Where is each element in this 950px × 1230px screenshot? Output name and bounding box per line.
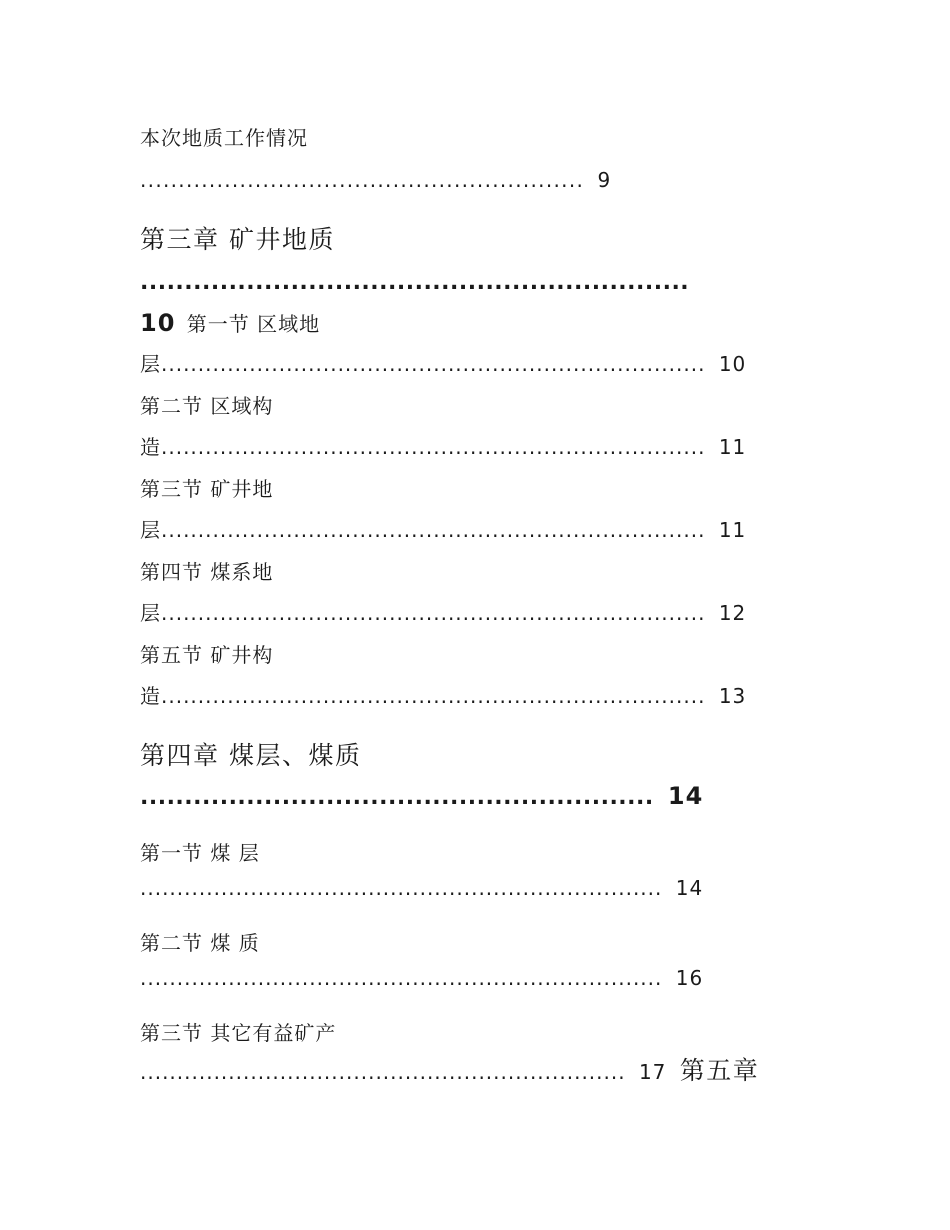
toc-page-number: 11 [718, 518, 747, 542]
toc-leader-row [140, 170, 611, 190]
toc-chapter-three [140, 227, 335, 252]
toc-section-title: 第三节 矿井地 [140, 477, 274, 501]
toc-section-title: 第三节 其它有益矿产 [140, 1021, 337, 1045]
toc-page-number: 12 [718, 601, 747, 625]
toc-leader-dots: .......................................................................... [161, 435, 706, 459]
toc-leader-dots: .......................................................................... [161, 352, 706, 376]
toc-section-title: 第五节 矿井构 [140, 643, 274, 667]
toc-leader-row [140, 968, 703, 988]
toc-page-number: 14 [675, 876, 704, 900]
toc-leader-row [140, 1058, 759, 1083]
toc-leader-row [140, 878, 703, 898]
toc-leader-row [140, 603, 746, 623]
toc-leader-row [140, 686, 746, 706]
toc-section-title: 第四节 煤系地 [140, 560, 274, 584]
toc-section-char: 层 [140, 518, 161, 542]
toc-section-title: 第二节 煤 质 [140, 931, 260, 955]
toc-page-number: 17 [638, 1060, 667, 1084]
toc-section-char: 造 [140, 684, 161, 708]
toc-leader-row [140, 520, 746, 540]
toc-entry-geology-work [140, 128, 308, 148]
toc-section-char: 层 [140, 352, 161, 376]
toc-leader-row [140, 272, 689, 294]
toc-page-number: 11 [718, 435, 747, 459]
toc-entry-title: 本次地质工作情况 [140, 126, 308, 150]
toc-page-number: 16 [675, 966, 704, 990]
toc-leader-row [140, 437, 746, 457]
toc-leader-dots: .......................................................................... [161, 684, 706, 708]
toc-leader-dots: .......................................................................... [161, 601, 706, 625]
toc-section-char: 层 [140, 601, 161, 625]
toc-leader-dots: .............................................................. [140, 270, 690, 295]
toc-section-row [140, 1023, 336, 1043]
toc-page-number: 10 [140, 309, 176, 337]
toc-section-title: 第一节 区域地 [186, 312, 321, 336]
toc-section-row [140, 562, 273, 582]
toc-leader-dots: ....................................................................... [140, 876, 663, 900]
toc-page-number: 13 [718, 684, 747, 708]
toc-section-title: 第一节 煤 层 [140, 841, 260, 865]
toc-section-title: 第二节 区域构 [140, 394, 274, 418]
toc-chapter-title: 第三章 矿井地质 [140, 225, 335, 254]
toc-section-row [140, 933, 260, 953]
toc-section-char: 造 [140, 435, 161, 459]
toc-page-number: 9 [597, 168, 612, 192]
toc-section-row [140, 396, 273, 416]
toc-chapter-title: 第四章 煤层、煤质 [140, 741, 362, 770]
toc-page-number: 14 [667, 782, 704, 810]
toc-chapter-five-title: 第五章 [679, 1056, 760, 1085]
toc-leader-row [140, 354, 746, 374]
toc-leader-row [140, 784, 703, 809]
toc-section-row [140, 479, 273, 499]
toc-page-number: 10 [718, 352, 747, 376]
toc-leader-dots: .................................................................. [140, 1060, 626, 1084]
toc-section-row [140, 645, 273, 665]
toc-leader-dots: .......................................................................... [161, 518, 706, 542]
toc-section-row [140, 843, 260, 863]
toc-leader-dots: .......................................................... [140, 785, 654, 810]
toc-leader-dots: .......................................................... [140, 168, 585, 192]
toc-section-row [140, 311, 320, 335]
toc-chapter-four [140, 743, 361, 768]
toc-leader-dots: ....................................................................... [140, 966, 663, 990]
